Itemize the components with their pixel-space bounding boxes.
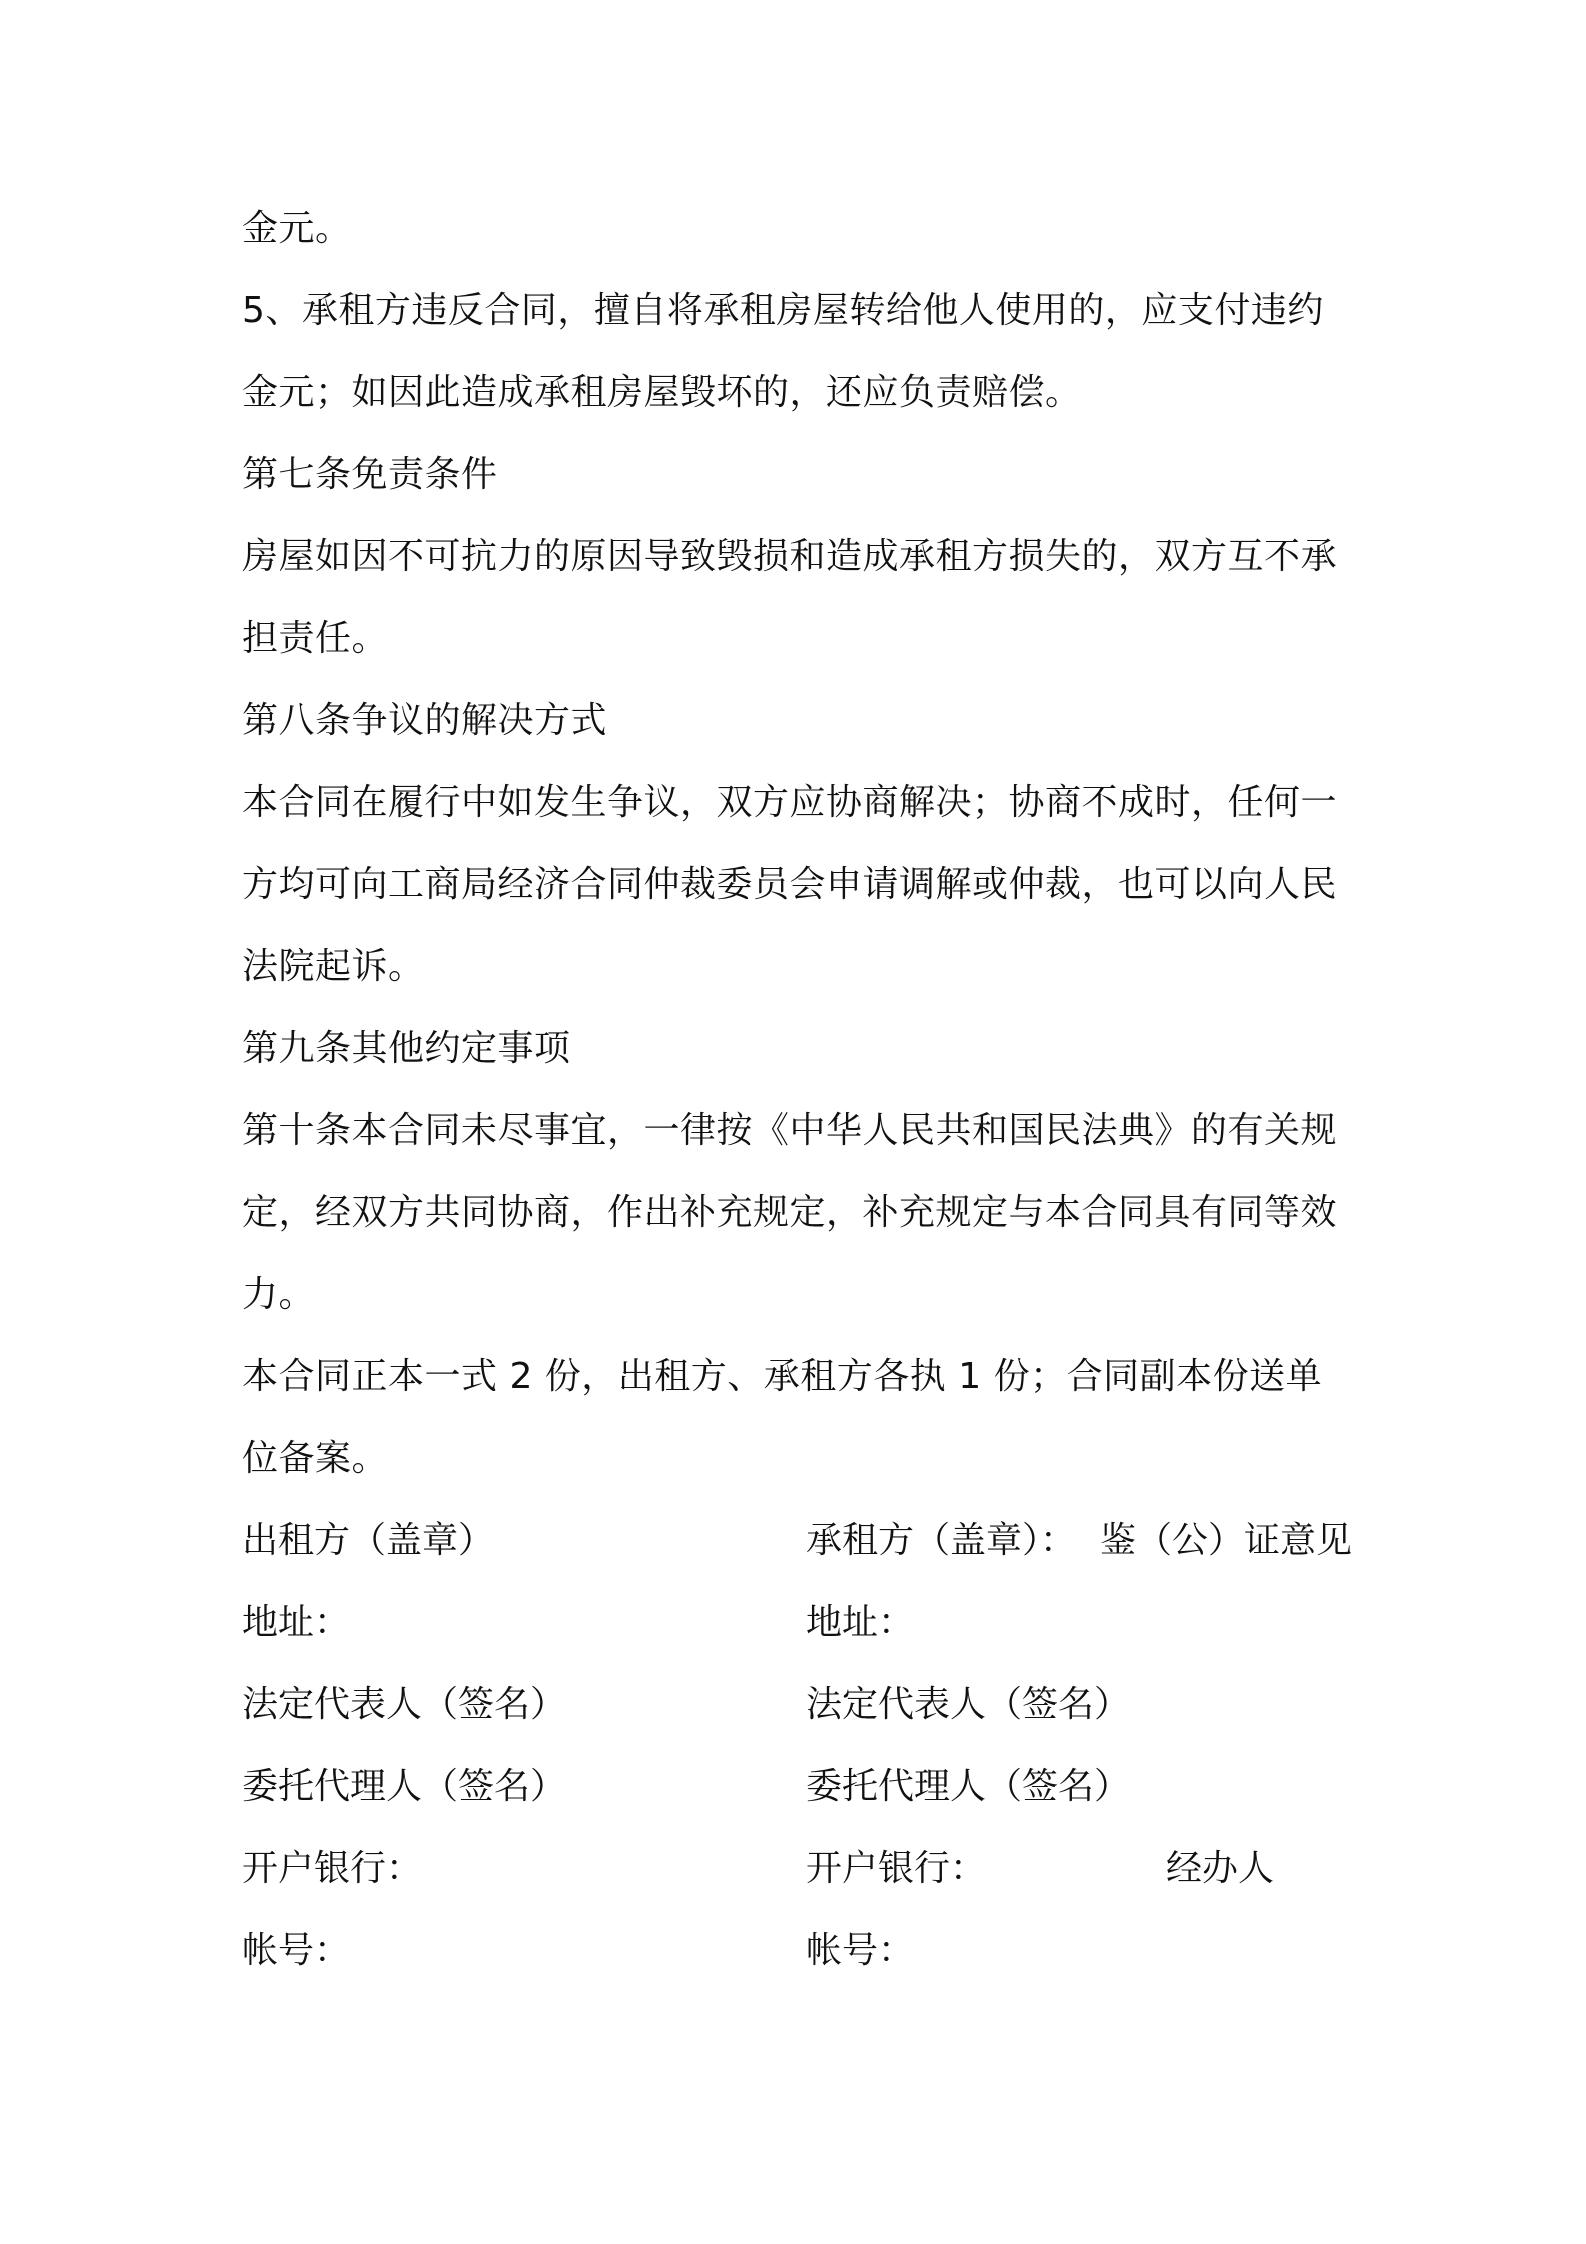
lessee-account-label: 帐号： <box>806 1930 915 1971</box>
lessee-legal-rep-label: 法定代表人（签名） <box>806 1684 1131 1725</box>
lessor-account-label: 帐号： <box>242 1930 351 1971</box>
paragraph-line: 房屋如因不可抗力的原因导致毁损和造成承租方损失的，双方互不承 <box>242 536 1338 577</box>
paragraph-line: 金元；如因此造成承租房屋毁坏的，还应负责赔偿。 <box>242 372 1082 413</box>
lessee-seal-label: 承租方（盖章）： <box>806 1520 1077 1561</box>
section-heading: 第七条免责条件 <box>242 454 498 495</box>
lessor-bank-label: 开户银行： <box>242 1848 423 1889</box>
section-heading: 第九条其他约定事项 <box>242 1028 571 1069</box>
lessor-agent-label: 委托代理人（签名） <box>242 1766 567 1807</box>
handler-label: 经办人 <box>1166 1848 1275 1889</box>
approval-opinion-label: 鉴（公）证意见 <box>1100 1520 1353 1561</box>
lessor-seal-label: 出租方（盖章） <box>242 1520 495 1561</box>
section-heading: 第八条争议的解决方式 <box>242 700 608 741</box>
paragraph-line: 法院起诉。 <box>242 946 425 987</box>
lessor-address-label: 地址： <box>242 1602 351 1643</box>
paragraph-line: 金元。 <box>242 208 352 249</box>
paragraph-line: 5、承租方违反合同，擅自将承租房屋转给他人使用的，应支付违约 <box>242 290 1324 331</box>
paragraph-line: 本合同在履行中如发生争议，双方应协商解决；协商不成时，任何一 <box>242 782 1338 823</box>
paragraph-line: 力。 <box>242 1274 316 1315</box>
lessee-bank-label: 开户银行： <box>806 1848 987 1889</box>
lessor-legal-rep-label: 法定代表人（签名） <box>242 1684 567 1725</box>
paragraph-line: 本合同正本一式 2 份，出租方、承租方各执 1 份；合同副本份送单 <box>242 1356 1323 1397</box>
paragraph-line: 位备案。 <box>242 1438 389 1479</box>
paragraph-line: 第十条本合同未尽事宜，一律按《中华人民共和国民法典》的有关规 <box>242 1110 1338 1151</box>
paragraph-line: 担责任。 <box>242 618 389 659</box>
lessee-address-label: 地址： <box>806 1602 915 1643</box>
paragraph-line: 方均可向工商局经济合同仲裁委员会申请调解或仲裁，也可以向人民 <box>242 864 1338 905</box>
lessee-agent-label: 委托代理人（签名） <box>806 1766 1131 1807</box>
paragraph-line: 定，经双方共同协商，作出补充规定，补充规定与本合同具有同等效 <box>242 1192 1338 1233</box>
